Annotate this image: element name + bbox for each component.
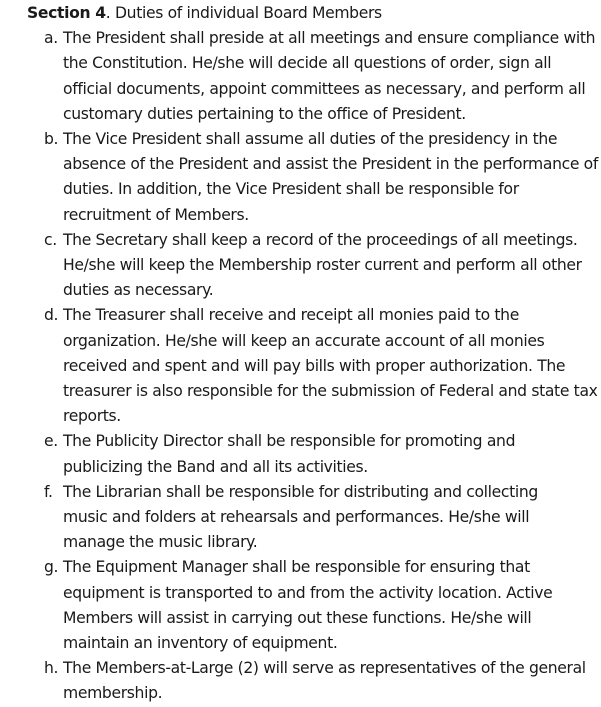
list-item-text: The Equipment Manager shall be responsible for ensuring that equipment is transported to and from the activity location. Active Members will assist in carrying out these functions. He/she will maintain an inventory of equipment. (63, 558, 553, 653)
list-marker: c. (44, 230, 57, 249)
list-marker: d. (44, 306, 59, 325)
list-item-librarian (27, 480, 601, 556)
list-marker: f. (44, 482, 53, 501)
list-marker: h. (44, 659, 59, 678)
list-marker: g. (44, 558, 59, 577)
list-item-vice-president (27, 127, 601, 228)
list-marker: b. (44, 130, 59, 149)
list-item-secretary (27, 228, 601, 304)
list-item-text: The Treasurer shall receive and receipt all monies paid to the organization. He/she will keep an accurate account of all monies received and spent and will pay bills with proper authorization. The treasurer is also responsible for the submission of Federal and state tax reports. (63, 306, 598, 426)
list-marker: e. (44, 432, 58, 451)
list-item-text: The Vice President shall assume all duties of the presidency in the absence of the President and assist the President in the performance of duties. In addition, the Vice President shall be responsible for recruitment of Members. (63, 130, 599, 224)
section-heading (27, 1, 601, 26)
list-item-text: The Publicity Director shall be responsible for promoting and publicizing the Band and all its activities. (63, 432, 516, 476)
list-item-members-at-large (27, 656, 601, 706)
section-title: . Duties of individual Board Members (105, 4, 382, 22)
duties-list (27, 26, 601, 706)
list-marker: a. (44, 29, 58, 48)
list-item-text: The Secretary shall keep a record of the proceedings of all meetings. He/she will keep the Membership roster current and perform all other duties as necessary. (63, 230, 582, 300)
list-item-publicity-director (27, 429, 601, 479)
section-label: Section 4 (27, 4, 106, 22)
list-item-treasurer (27, 303, 601, 429)
list-item-text: The Members-at-Large (2) will serve as representatives of the general membership. (63, 659, 586, 703)
list-item-equipment-manager (27, 555, 601, 656)
list-item-president (27, 26, 601, 127)
list-item-text: The President shall preside at all meetings and ensure compliance with the Constitution. He/she will decide all questions of order, sign all official documents, appoint committees as necessary, and perform all customary duties pertaining to the office of President. (63, 29, 596, 123)
list-item-text: The Librarian shall be responsible for distributing and collecting music and folders at rehearsals and performances. He/she will manage the music library. (63, 482, 538, 552)
